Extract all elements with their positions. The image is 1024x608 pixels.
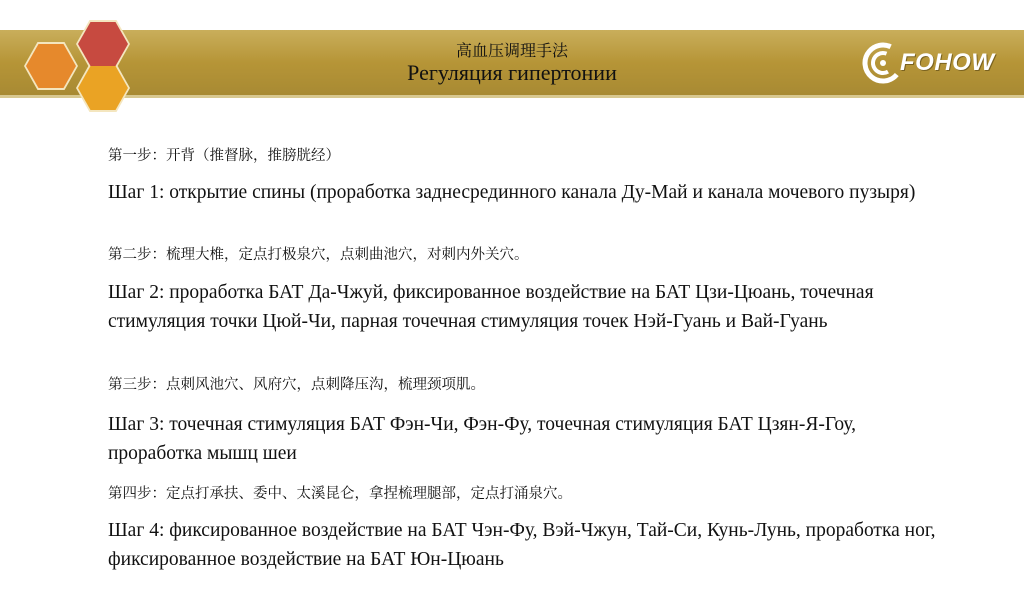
logo-text: FOHOW [900,49,995,76]
step-4-russian: Шаг 4: фиксированное воздействие на БАТ Чэн-Фу, Вэй-Чжун, Тай-Си, Кунь-Лунь, проработка ног, фиксированное воздействие на БАТ Юн-Цюань [108,520,936,570]
fohow-logo [860,38,1010,88]
page-title-russian: Регуляция гипертонии [407,60,617,85]
step-1-chinese: 第一步：开背（推督脉，推膀胱经） [108,148,340,164]
step-4-chinese: 第四步：定点打承扶、委中、太溪昆仑，拿捏梳理腿部，定点打涌泉穴。 [108,486,572,502]
step-1-russian: Шаг 1: открытие спины (проработка заднесрединного канала Ду-Май и канала мочевого пузыря) [108,182,916,203]
step-2-russian: Шаг 2: проработка БАТ Да-Чжуй, фиксированное воздействие на БАТ Цзи-Цюань, точечная стимуляция точки Цюй-Чи, парная точечная стимуляция точек Нэй-Гуань и Вай-Гуань [108,282,874,332]
step-2-chinese: 第二步：梳理大椎，定点打极泉穴，点刺曲池穴，对刺内外关穴。 [108,247,529,263]
step-3-russian: Шаг 3: точечная стимуляция БАТ Фэн-Чи, Фэн-Фу, точечная стимуляция БАТ Цзян-Я-Гоу, проработка мышц шеи [108,414,857,464]
page-title-chinese: 高血压调理手法 [455,41,568,60]
step-3-chinese: 第三步：点刺风池穴、风府穴，点刺降压沟，梳理颈项肌。 [108,377,485,393]
